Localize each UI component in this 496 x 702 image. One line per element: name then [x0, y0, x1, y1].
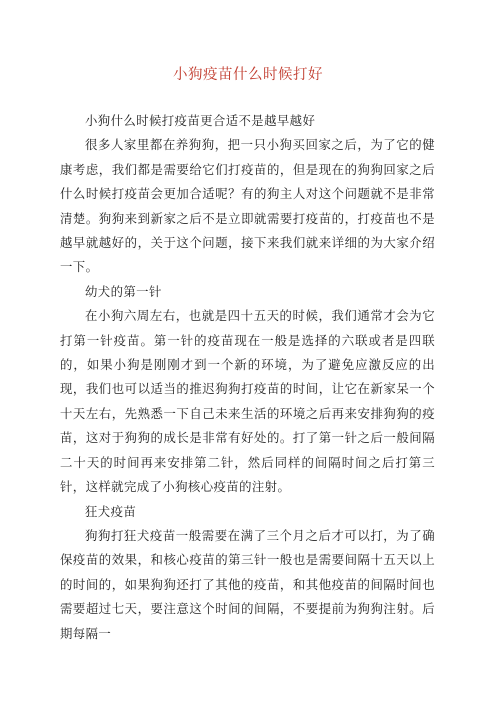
section-heading-rabies: 狂犬疫苗: [85, 503, 137, 519]
paragraph-subheading: 小狗什么时候打疫苗更合适不是越早越好: [85, 113, 316, 128]
paragraph-first-shot: 在小狗六周左右，也就是四十五天的时候，我们通常才会为它打第一针疫苗。第一针的疫苗现在一般是选择的六联或者是四联的，如果小狗是刚刚才到一个新的环境，为了避免应激反应的出现，我们也可以适当的推迟狗狗打疫苗的时间，让它在新家呆一个十天左右，先熟悉一下自己未来生活的环境之后再来安排狗狗的疫苗，这对于狗狗的成长是非常有好处的。打了第一针之后一般间隔二十天的时间再来安排第二针，然后同样的间隔时间之后打第三针，这样就完成了小狗核心疫苗的注射。: [60, 308, 435, 495]
section-heading-first-shot: 幼犬的第一针: [85, 283, 162, 299]
document-title: 小狗疫苗什么时候打好: [173, 67, 323, 83]
paragraph-intro: 很多人家里都在养狗狗，把一只小狗买回家之后，为了它的健康考虑，我们都是需要给它们打疫苗的，但是现在的狗狗回家之后什么时候打疫苗会更加合适呢？有的狗主人对这个问题就不是非常清楚。狗狗来到新家之后不是立即就需要打疫苗的，打疫苗也不是越早就越好的，关于这个问题，接下来我们就来详细的为大家介绍一下。: [60, 137, 435, 275]
document-body: [60, 109, 435, 646]
paragraph-rabies: 狗狗打狂犬疫苗一般需要在满了三个月之后才可以打，为了确保疫苗的效果，和核心疫苗的第三针一般也是需要间隔十五天以上的时间的，如果狗狗还打了其他的疫苗，和其他疫苗的间隔时间也需要超过七天，要注意这个时间的间隔，不要提前为狗狗注射。后期每隔一: [60, 527, 435, 641]
